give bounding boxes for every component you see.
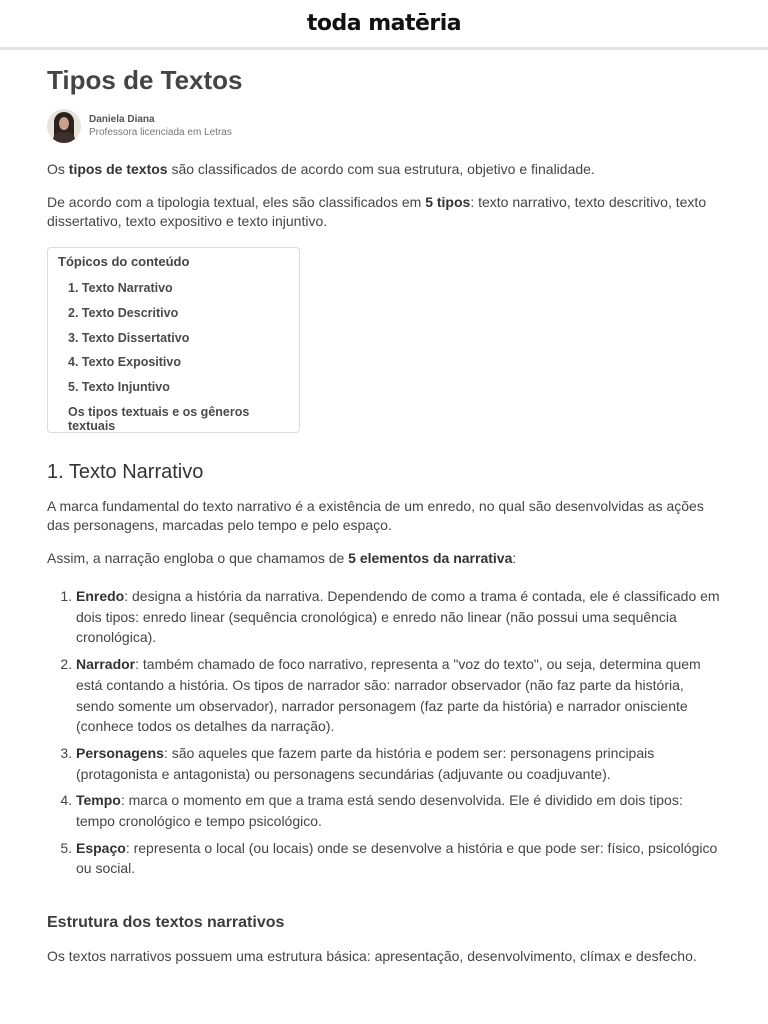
section-title-texto-narrativo: 1. Texto Narrativo — [47, 461, 204, 483]
intro-paragraph-2: De acordo com a tipologia textual, eles são classificados em 5 tipos: texto narrativo, texto descritivo, texto dissertativo, texto expositivo e texto injuntivo. — [47, 194, 707, 229]
estrutura-paragraph: Os textos narrativos possuem uma estrutura básica: apresentação, desenvolvimento, clímax e desfecho. — [47, 948, 697, 965]
author-name[interactable]: Daniela Diana — [89, 114, 155, 125]
toc-title: Tópicos do conteúdo — [58, 254, 190, 269]
toc-item-texto-expositivo[interactable]: 4. Texto Expositivo — [68, 355, 181, 370]
list-item-espaco: 5. Espaço: representa o local (ou locais) onde se desenvolve a história e que pode ser: físico, psicológico ou social. — [76, 838, 721, 879]
author-avatar[interactable] — [47, 109, 81, 143]
article — [0, 65, 768, 966]
list-item-personagens: 3. Personagens: são aqueles que fazem parte da história e podem ser: personagens principais (protagonista e antagonista) ou personagens secundárias (adjuvante ou coadjuvante). — [76, 743, 721, 784]
toc-item-texto-narrativo[interactable]: 1. Texto Narrativo — [68, 281, 173, 295]
subsection-title: Estrutura dos textos narrativos — [47, 914, 285, 932]
page-title: Tipos de Textos — [47, 65, 243, 95]
author-byline — [47, 109, 721, 143]
narrative-elements-list — [47, 586, 721, 879]
site-logo[interactable]: toda matēria — [306, 11, 462, 36]
narrativo-paragraph-1: A marca fundamental do texto narrativo é a existência de um enredo, no qual são desenvolvidas as ações das personagens, marcadas pelo tempo e pelo espaço. — [47, 498, 704, 533]
list-item-narrador: 2. Narrador: também chamado de foco narrativo, representa a "voz do texto", ou seja, determina quem está contando a história. Os tipos de narrador são: narrador observador (não faz parte da história, sendo somente um observador), narrador personagem (faz parte da história) e narrador onisciente (conhece todos os detalhes da narração). — [76, 654, 721, 737]
toc-item-texto-dissertativo[interactable]: 3. Texto Dissertativo — [68, 330, 190, 345]
toc-item-texto-injuntivo[interactable]: 5. Texto Injuntivo — [68, 380, 170, 395]
author-role: Professora licenciada em Letras — [89, 127, 232, 138]
site-header — [0, 0, 768, 50]
list-item-tempo: 4. Tempo: marca o momento em que a trama está sendo desenvolvida. Ele é dividido em dois tipos: tempo cronológico e tempo psicológico. — [76, 790, 721, 831]
toc-item-tipos-e-generos[interactable]: Os tipos textuais e os gêneros textuais — [68, 404, 250, 433]
intro-paragraph-1: Os tipos de textos são classificados de acordo com sua estrutura, objetivo e finalidade. — [47, 161, 595, 177]
list-item-enredo: 1. Enredo: designa a história da narrativa. Dependendo de como a trama é contada, ele é classificado em dois tipos: enredo linear (sequência cronológica) e enredo não linear (não possui uma sequência cronológica). — [76, 586, 721, 648]
table-of-contents — [47, 247, 300, 433]
toc-item-texto-descritivo[interactable]: 2. Texto Descritivo — [68, 305, 179, 320]
narrativo-paragraph-2: Assim, a narração engloba o que chamamos de 5 elementos da narrativa: — [47, 550, 517, 566]
